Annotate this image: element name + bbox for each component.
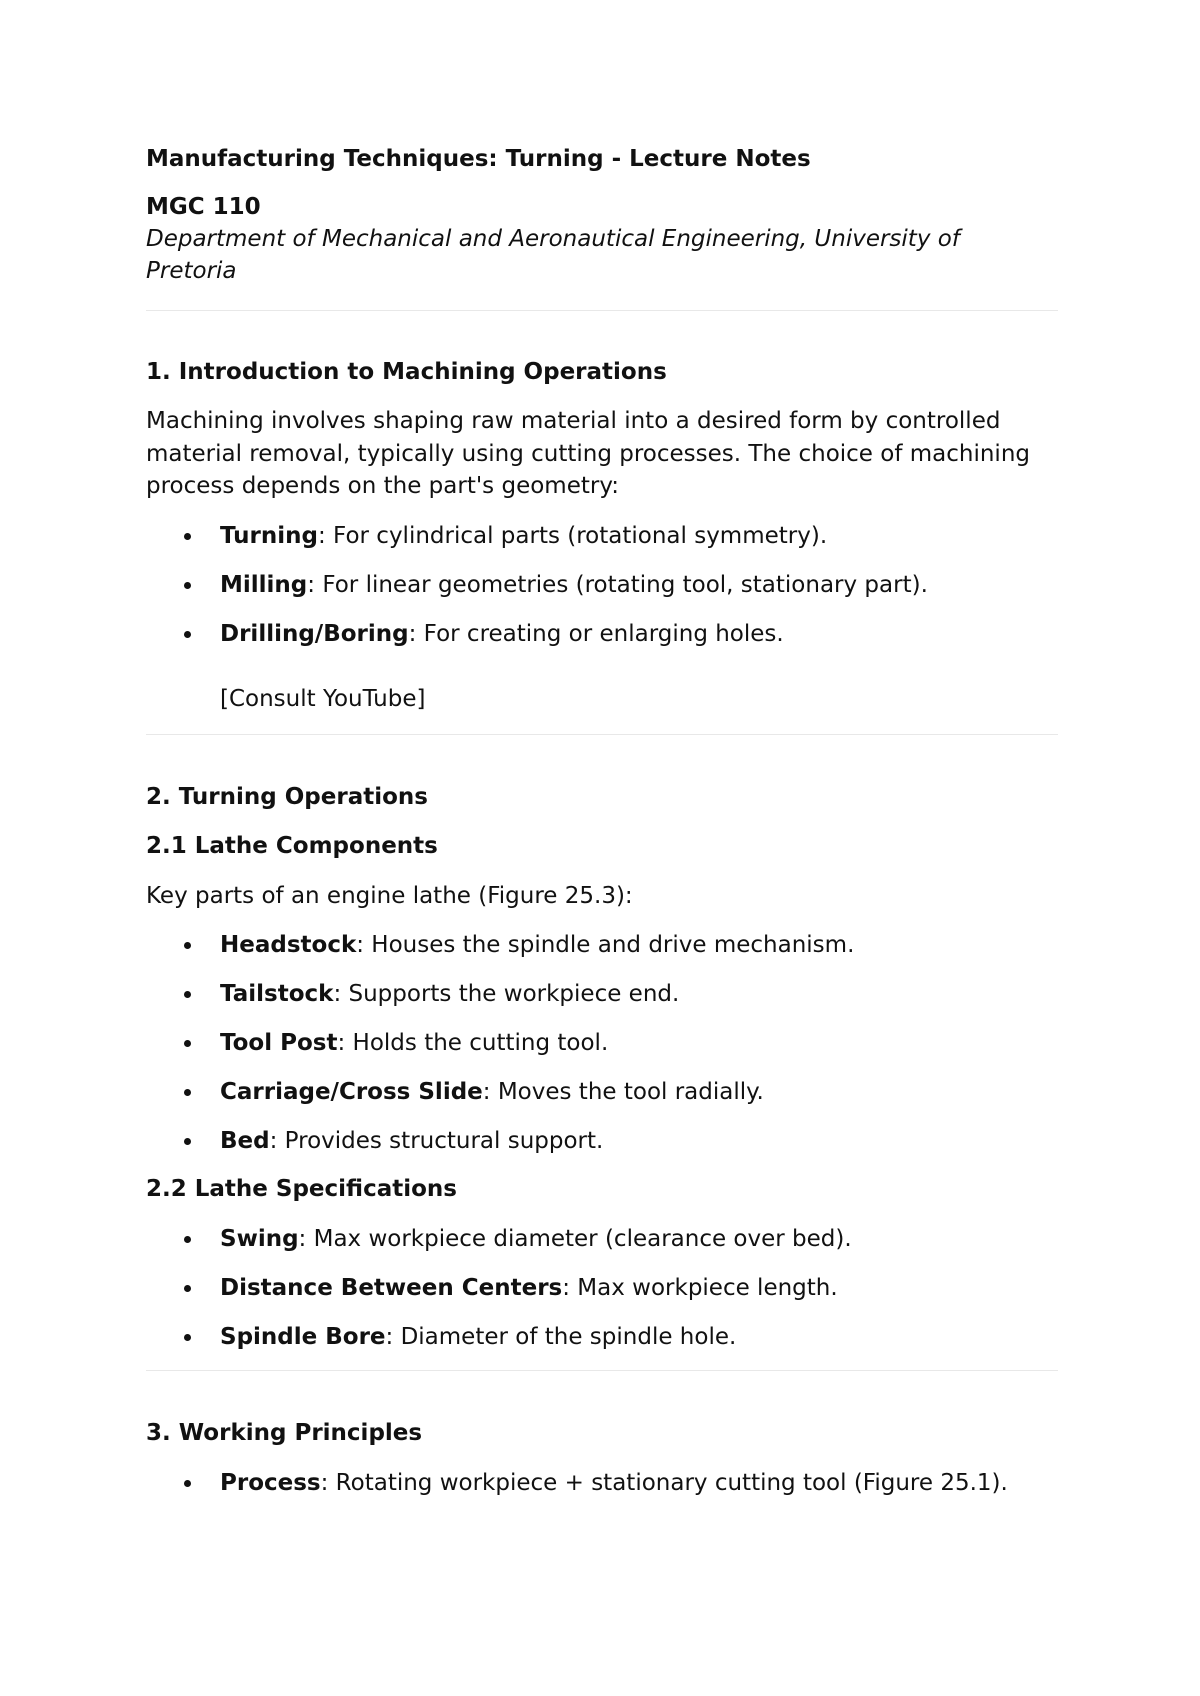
list-item-desc: : For creating or enlarging holes. — [408, 621, 784, 647]
list-item-desc: : For linear geometries (rotating tool, stationary part). — [307, 572, 928, 598]
list-item-term: Milling — [220, 572, 308, 598]
list-item-desc: : Holds the cutting tool. — [337, 1030, 609, 1056]
department-line: Department of Mechanical and Aeronautical Engineering, University of Pretoria — [146, 226, 960, 284]
section-divider — [146, 310, 1058, 311]
list-item-desc: : Max workpiece diameter (clearance over bed). — [298, 1226, 852, 1252]
bullet-icon — [184, 1089, 191, 1096]
bullet-icon — [184, 1480, 191, 1487]
bullet-icon — [184, 942, 191, 949]
section-3-heading: 3. Working Principles — [146, 1420, 423, 1446]
list-item-term: Tailstock — [220, 981, 334, 1007]
section-2-heading: 2. Turning Operations — [146, 784, 428, 810]
list-item-desc: : Provides structural support. — [269, 1128, 604, 1154]
list-item-desc: : For cylindrical parts (rotational symmetry). — [317, 523, 828, 549]
bullet-icon — [184, 1040, 191, 1047]
section-1-heading: 1. Introduction to Machining Operations — [146, 359, 667, 385]
list-item-desc: : Rotating workpiece + stationary cutting tool (Figure 25.1). — [320, 1470, 1008, 1496]
subsection-2-2-heading: 2.2 Lathe Specifications — [146, 1176, 457, 1202]
bullet-icon — [184, 1334, 191, 1341]
list-item-desc: : Max workpiece length. — [562, 1275, 838, 1301]
list-item-term: Distance Between Centers — [220, 1275, 563, 1301]
list-item-term: Process — [220, 1470, 321, 1496]
list-item-term: Turning — [220, 523, 318, 549]
section-divider — [146, 734, 1058, 735]
list-item-term: Bed — [220, 1128, 270, 1154]
bullet-icon — [184, 991, 191, 998]
bullet-icon — [184, 1236, 191, 1243]
list-item-desc: : Supports the workpiece end. — [333, 981, 680, 1007]
list-item-desc: : Diameter of the spindle hole. — [385, 1324, 737, 1350]
section-divider — [146, 1370, 1058, 1371]
list-item-term: Tool Post — [220, 1030, 338, 1056]
bullet-icon — [184, 631, 191, 638]
list-item-term: Headstock — [220, 932, 357, 958]
subsection-2-1-intro: Key parts of an engine lathe (Figure 25.3): — [146, 883, 633, 909]
bullet-icon — [184, 582, 191, 589]
list-item-term: Drilling/Boring — [220, 621, 409, 647]
list-item-term: Spindle Bore — [220, 1324, 386, 1350]
document-title: Manufacturing Techniques: Turning - Lecture Notes — [146, 146, 811, 172]
list-item-desc: : Moves the tool radially. — [482, 1079, 764, 1105]
bullet-icon — [184, 1138, 191, 1145]
list-item-desc: : Houses the spindle and drive mechanism. — [356, 932, 855, 958]
bullet-icon — [184, 533, 191, 540]
list-item-term: Carriage/Cross Slide — [220, 1079, 483, 1105]
bullet-icon — [184, 1285, 191, 1292]
course-code: MGC 110 — [146, 194, 261, 220]
list-item-term: Swing — [220, 1226, 299, 1252]
subsection-2-1-heading: 2.1 Lathe Components — [146, 833, 438, 859]
section-1-paragraph: Machining involves shaping raw material into a desired form by controlled material removal, typically using cutting processes. The choice of machining process depends on the part's geometry: — [146, 408, 1030, 499]
consult-note: [Consult YouTube] — [220, 686, 426, 712]
